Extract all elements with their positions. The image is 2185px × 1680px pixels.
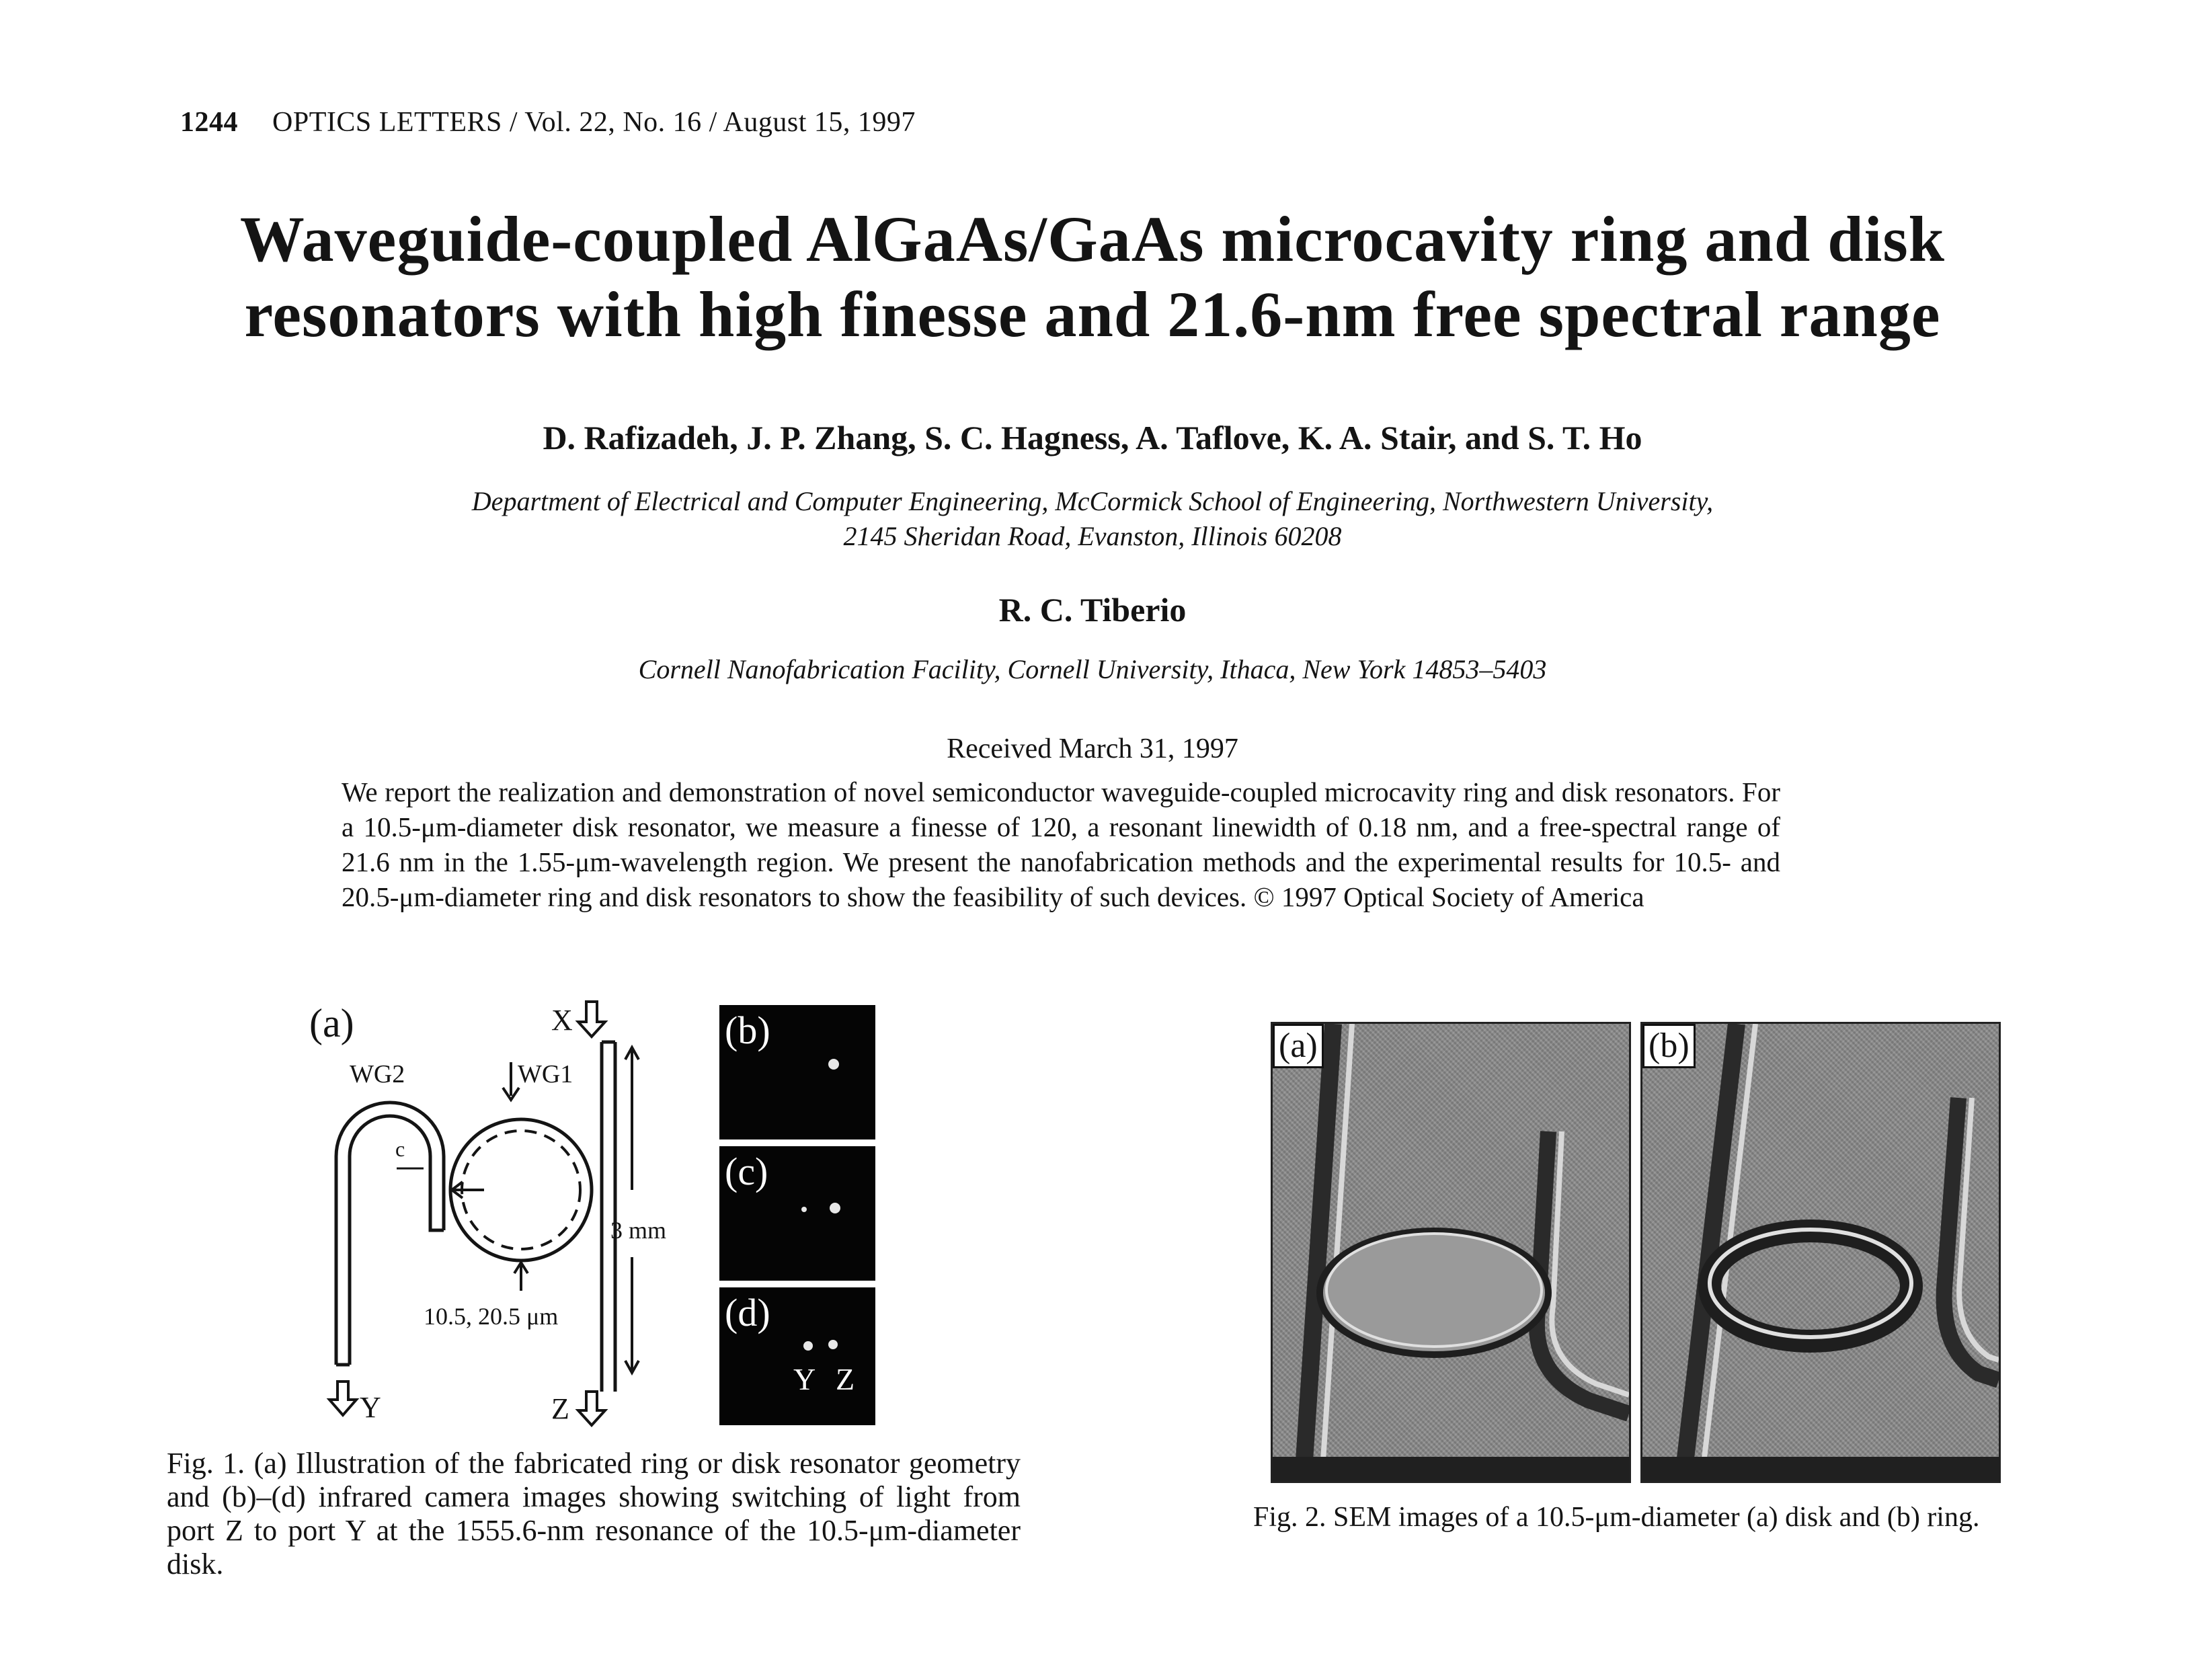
panel-d-port-labels: Y Z xyxy=(793,1362,862,1396)
camera-image-d xyxy=(719,1287,875,1425)
light-spot xyxy=(828,1340,838,1349)
running-header xyxy=(180,106,916,138)
fig2-panel-b-label: (b) xyxy=(1642,1024,1696,1068)
diameter-arrow-icon xyxy=(514,1263,528,1291)
fig1-panel-b-label: (b) xyxy=(725,1008,770,1052)
author-tiberio: R. C. Tiberio xyxy=(998,591,1187,629)
title-line-2: resonators with high finesse and 21.6-nm free spectral range xyxy=(244,278,1941,350)
port-z-arrow-icon xyxy=(578,1392,605,1425)
affiliation-northwestern xyxy=(0,484,2185,554)
wg2-label: WG2 xyxy=(350,1060,405,1088)
received-date: Received March 31, 1997 xyxy=(947,733,1238,764)
light-spot xyxy=(828,1059,839,1070)
affiliation-cornell: Cornell Nanofabrication Facility, Cornell University, Ithaca, New York 14853–5403 xyxy=(638,654,1547,684)
sem-image-ring xyxy=(1640,1022,2001,1483)
affiliation-line-2: 2145 Sheridan Road, Evanston, Illinois 60208 xyxy=(843,521,1342,551)
port-y-label: Y xyxy=(360,1391,381,1424)
camera-image-c xyxy=(719,1146,875,1281)
article-title xyxy=(134,202,2051,352)
abstract: We report the realization and demonstration of novel semiconductor waveguide-coupled microcavity ring and disk resonators. For a 10.5-μm-diameter disk resonator, we measure a finesse of 120, a resonant linewidth of 0.18 nm, and a free-spectral range of 21.6 nm in the 1.55-μm-wavelength region. We present the nanofabrication methods and the experimental results for 10.5- and 20.5-μm-diameter ring and disk resonators to show the feasibility of such devices. © 1997 Optical Society of America xyxy=(342,776,1780,912)
c-label: c xyxy=(395,1137,405,1161)
sem-ring-structure xyxy=(1642,1024,1999,1481)
journal-info: OPTICS LETTERS / Vol. 22, No. 16 / August 15, 1997 xyxy=(272,107,916,138)
light-spot xyxy=(801,1207,807,1212)
sem-scale-bar xyxy=(1642,1457,1999,1481)
microcavity-ring xyxy=(450,1119,592,1261)
port-y-arrow-icon xyxy=(329,1382,356,1415)
diameter-label: 10.5, 20.5 μm xyxy=(424,1303,559,1330)
camera-image-b xyxy=(719,1005,875,1139)
length-dimension-arrows xyxy=(625,1047,639,1373)
fig1-panel-d-label: (d) xyxy=(725,1291,770,1334)
sem-disk-structure xyxy=(1273,1024,1629,1481)
affiliation-line-1: Department of Electrical and Computer Engineering, McCormick School of Engineering, Northwestern University, xyxy=(471,486,1714,516)
figure2-caption: Fig. 2. SEM images of a 10.5-μm-diameter (a) disk and (b) ring. xyxy=(1253,1502,1980,1533)
port-x-label: X xyxy=(551,1004,573,1037)
figure1-schematic xyxy=(296,988,699,1432)
wg1-arrow-icon xyxy=(503,1062,519,1100)
light-spot xyxy=(803,1341,813,1351)
author-list: D. Rafizadeh, J. P. Zhang, S. C. Hagness, A. Taflove, K. A. Stair, and S. T. Ho xyxy=(543,419,1642,456)
figure1-caption: Fig. 1. (a) Illustration of the fabricated ring or disk resonator geometry and (b)–(d) infrared camera images showing switching of light from port Z to port Y at the 1555.6-nm resonance of the 10.5-μm-diameter disk. xyxy=(167,1447,1021,1581)
sem-image-disk xyxy=(1271,1022,1631,1483)
title-line-1: Waveguide-coupled AlGaAs/GaAs microcavity ring and disk xyxy=(239,203,1946,275)
port-x-arrow-icon xyxy=(578,1002,605,1037)
fig1-panel-c-label: (c) xyxy=(725,1150,768,1193)
fig1-panel-a-label: (a) xyxy=(309,1001,354,1045)
wg1-label: WG1 xyxy=(518,1060,573,1088)
sem-scale-bar xyxy=(1273,1457,1629,1481)
fig2-panel-a-label: (a) xyxy=(1273,1024,1324,1068)
light-spot xyxy=(830,1203,840,1213)
length-label: 3 mm xyxy=(610,1217,667,1244)
port-z-label: Z xyxy=(551,1392,569,1425)
page-number: 1244 xyxy=(180,107,238,138)
